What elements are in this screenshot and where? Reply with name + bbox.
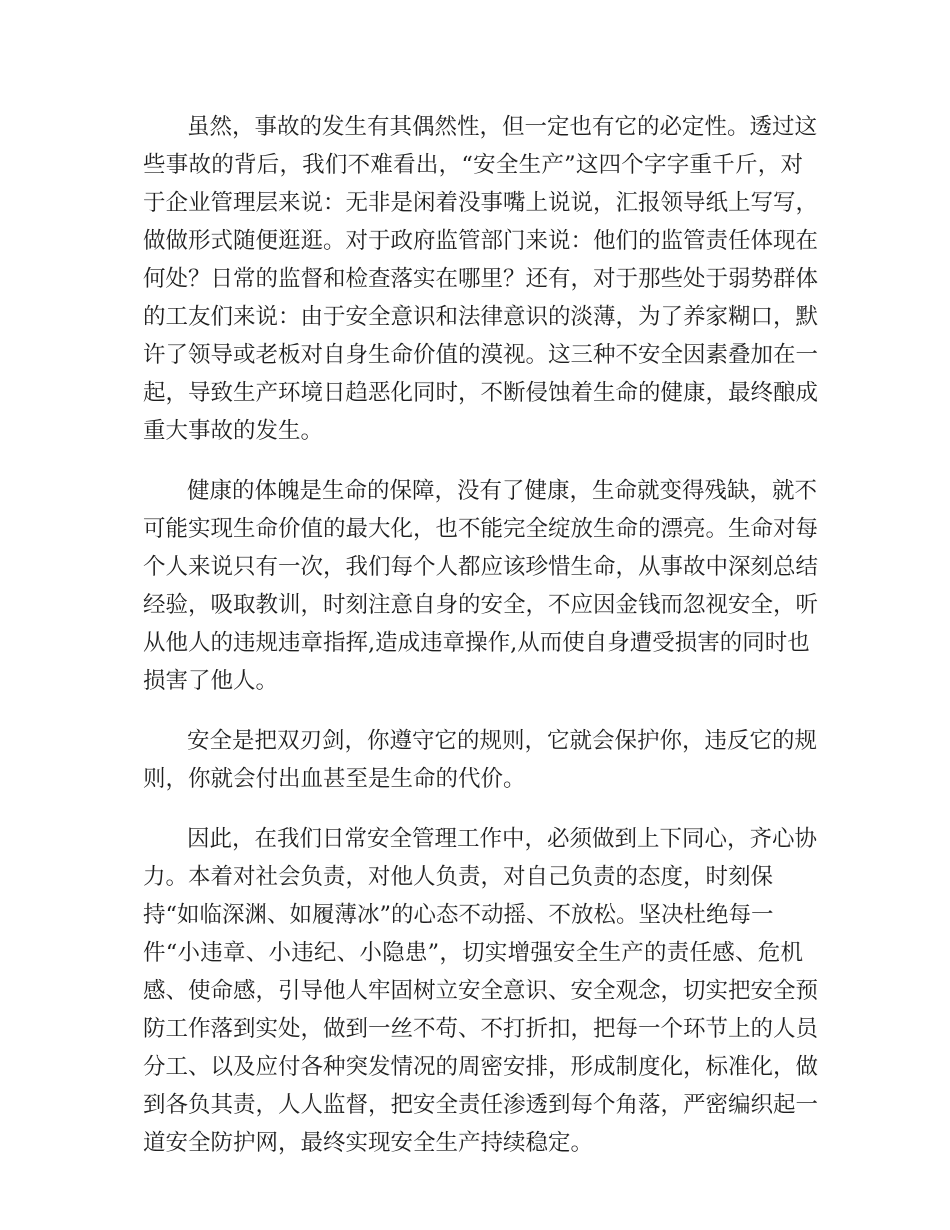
text-line: 个人来说只有一次，我们每个人都应该珍惜生命，从事故中深刻总结 [143,554,819,580]
text-line: 重大事故的发生。 [143,418,324,444]
text-line: 些事故的背后，我们不难看出，“安全生产”这四个字字重千斤，对 [143,152,803,178]
text-line: 从他人的违规违章指挥,造成违章操作,从而使自身遭受损害的同时也 [143,630,810,656]
text-line: 的工友们来说：由于安全意识和法律意识的淡薄，为了养家糊口，默 [143,304,819,330]
text-line: 因此，在我们日常安全管理工作中，必须做到上下同心，齐心协 [187,826,818,852]
text-line: 感、使命感，引导他人牢固树立安全意识、安全观念，切实把安全预 [143,978,819,1004]
text-line: 虽然，事故的发生有其偶然性，但一定也有它的必定性。透过这 [187,114,818,140]
text-line: 件“小违章、小违纪、小隐患”，切实增强安全生产的责任感、危机 [143,940,803,966]
text-line: 分工、以及应付各种突发情况的周密安排，形成制度化，标准化，做 [143,1054,819,1080]
text-line: 健康的体魄是生命的保障，没有了健康，生命就变得残缺，就不 [187,478,818,504]
text-line: 许了领导或老板对自身生命价值的漠视。这三种不安全因素叠加在一 [143,342,819,368]
paragraph-4 [143,820,819,1162]
text-line: 于企业管理层来说：无非是闲着没事嘴上说说，汇报领导纸上写写， [143,190,819,216]
text-line: 可能实现生命价值的最大化，也不能完全绽放生命的漂亮。生命对每 [143,516,819,542]
text-line: 做做形式随便逛逛。对于政府监管部门来说：他们的监管责任体现在 [143,228,819,254]
text-line: 防工作落到实处，做到一丝不苟、不打折扣，把每一个环节上的人员 [143,1016,819,1042]
paragraph-2 [143,472,819,700]
body-text [143,108,819,1184]
text-line: 何处？日常的监督和检查落实在哪里？还有，对于那些处于弱势群体 [143,266,819,292]
text-line: 道安全防护网，最终实现安全生产持续稳定。 [143,1130,594,1156]
paragraph-3 [143,722,818,798]
text-line: 到各负其责，人人监督，把安全责任渗透到每个角落，严密编织起一 [143,1092,819,1118]
text-line: 起，导致生产环境日趋恶化同时，不断侵蚀着生命的健康，最终酿成 [143,380,819,406]
text-line: 力。本着对社会负责，对他人负责，对自己负责的态度，时刻保 [143,864,774,890]
text-line: 经验，吸取教训，时刻注意自身的安全，不应因金钱而忽视安全，听 [143,592,819,618]
text-line: 持“如临深渊、如履薄冰”的心态不动摇、不放松。坚决杜绝每一 [143,902,774,928]
text-line: 损害了他人。 [143,668,279,694]
text-line: 安全是把双刃剑，你遵守它的规则，它就会保护你，违反它的规 [187,728,818,754]
text-line: 则，你就会付出血甚至是生命的代价。 [143,766,526,792]
paragraph-1 [143,108,819,450]
